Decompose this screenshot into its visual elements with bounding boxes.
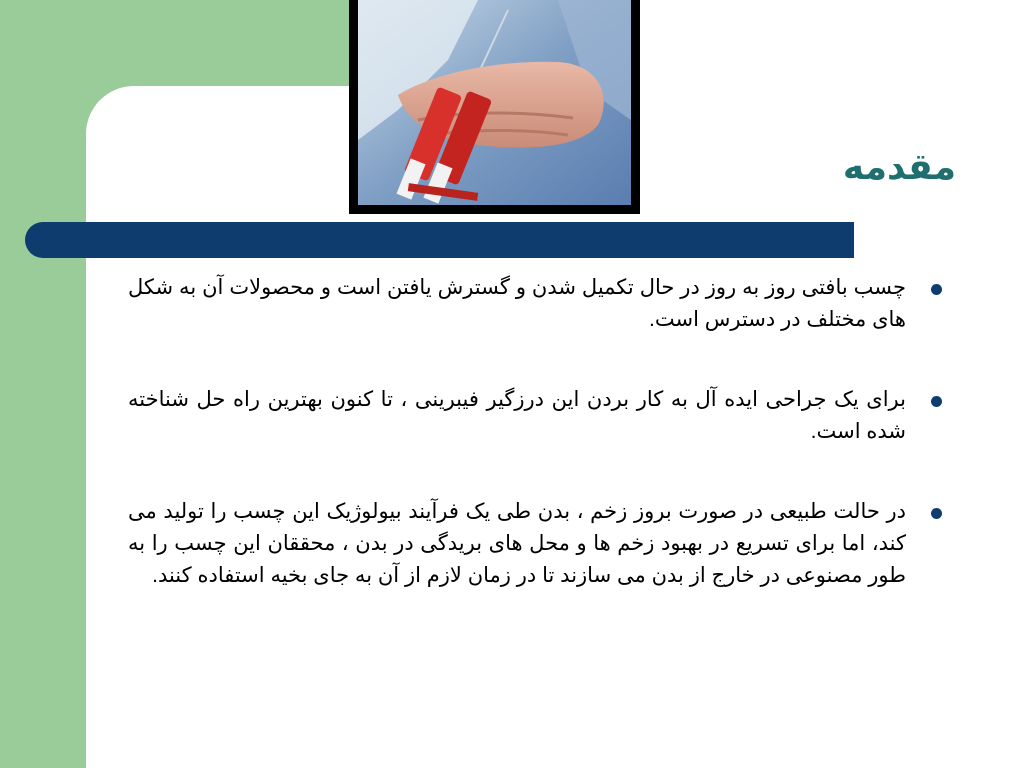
title-divider-bar: [25, 222, 854, 258]
bullet-icon: [931, 508, 942, 519]
bullet-icon: [931, 284, 942, 295]
bullet-text: در حالت طبیعی در صورت بروز زخم ، بدن طی یک فرآیند بیولوژیک این چسب را تولید می کند، اما برای تسریع در بهبود زخم ها و محل های بریدگی در بدن ، محققان این چسب را به طور مصنوعی در خارج از بدن می سازند تا در زمان لازم از آن به جای بخیه استفاده کنند.: [128, 500, 906, 587]
bullet-item: [128, 272, 950, 336]
bullet-icon: [931, 396, 942, 407]
bullet-list: [128, 272, 950, 640]
bullet-text: برای یک جراحی ایده آل به کار بردن این درزگیر فیبرینی ، تا کنون بهترین راه حل شناخته شده است.: [128, 388, 906, 443]
bullet-text: چسب بافتی روز به روز در حال تکمیل شدن و گسترش یافتن است و محصولات آن به شکل های مختلف در دسترس است.: [128, 276, 906, 331]
bullet-item: [128, 496, 950, 592]
bullet-item: [128, 384, 950, 448]
surgical-glue-syringe-photo: [358, 0, 631, 205]
slide-title: مقدمه: [842, 146, 956, 187]
